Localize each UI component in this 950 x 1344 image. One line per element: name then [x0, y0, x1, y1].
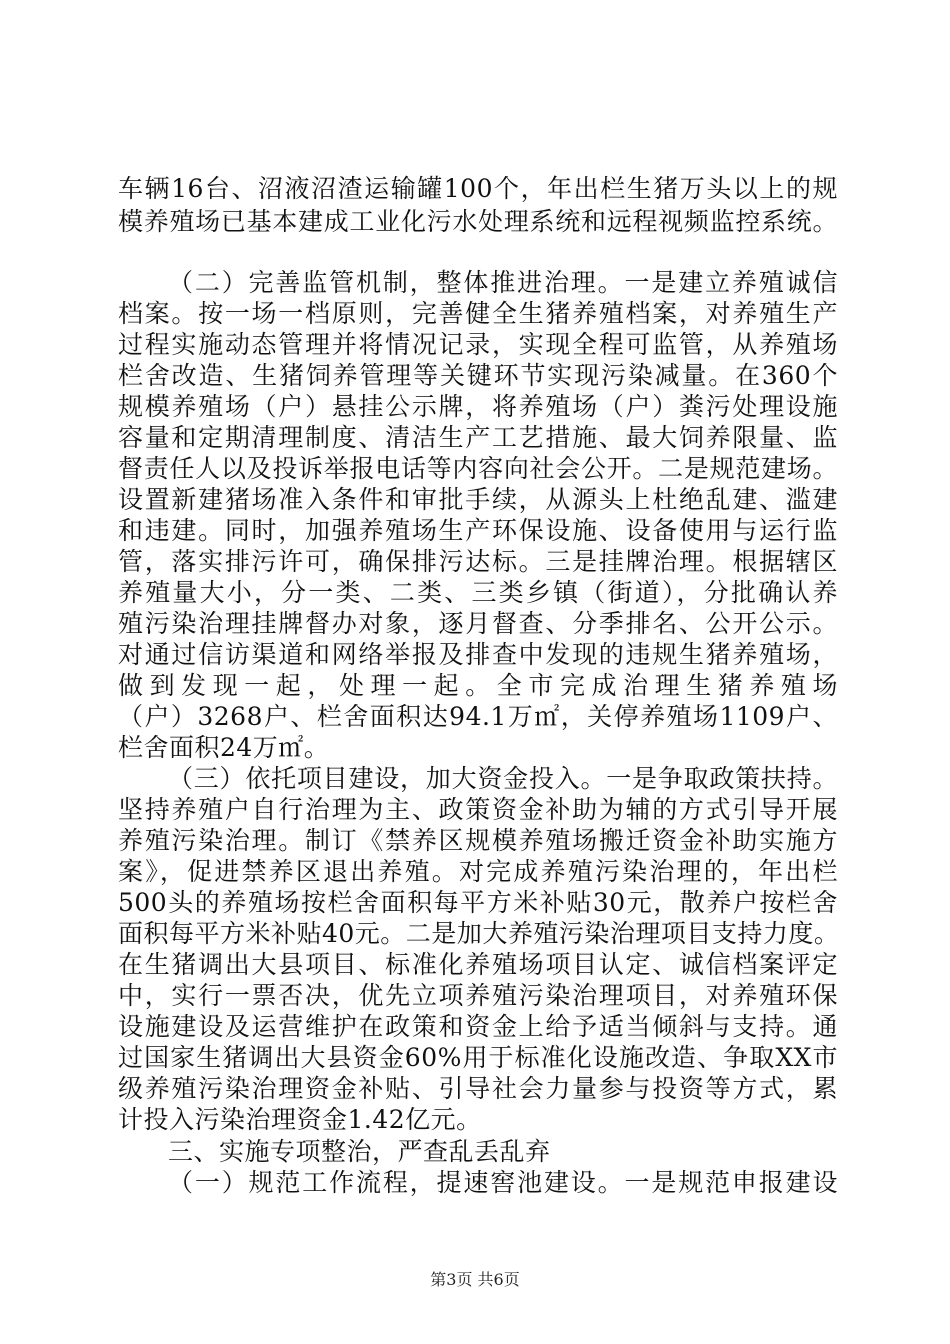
text-line: 过程实施动态管理并将情况记录，实现全程可监管，从养殖场	[118, 330, 838, 359]
text-line: 案》，促进禁养区退出养殖。对完成养殖污染治理的，年出栏	[118, 857, 838, 886]
text-line: 500头的养殖场按栏舍面积每平方米补贴30元，散养户按栏舍	[118, 888, 838, 917]
text-line: 容量和定期清理制度、清洁生产工艺措施、最大饲养限量、监	[118, 423, 838, 452]
text-line: （户）3268户、栏舍面积达94.1万㎡，关停养殖场1109户、	[118, 702, 838, 731]
text-line: 和违建。同时，加强养殖场生产环保设施、设备使用与运行监	[118, 516, 838, 545]
text-line: 做到发现一起，处理一起。全市完成治理生猪养殖场	[118, 671, 838, 700]
text-line: 管，落实排污许可，确保排污达标。三是挂牌治理。根据辖区	[118, 547, 838, 576]
text-line: 计投入污染治理资金1.42亿元。	[118, 1105, 482, 1134]
text-line: 设置新建猪场准入条件和审批手续，从源头上杜绝乱建、滥建	[118, 485, 838, 514]
text-line: （三）依托项目建设，加大资金投入。一是争取政策扶持。	[168, 764, 838, 793]
text-line: 模养殖场已基本建成工业化污水处理系统和远程视频监控系统。	[118, 207, 838, 236]
text-line: 级养殖污染治理资金补贴、引导社会力量参与投资等方式，累	[118, 1074, 838, 1103]
text-line: 中，实行一票否决，优先立项养殖污染治理项目，对养殖环保	[118, 981, 838, 1010]
text-line: 对通过信访渠道和网络举报及排查中发现的违规生猪养殖场，	[118, 640, 838, 669]
text-line: 栏舍改造、生猪饲养管理等关键环节实现污染减量。在360个	[118, 361, 838, 390]
text-line: 殖污染治理挂牌督办对象，逐月督查、分季排名、公开公示。	[118, 609, 838, 638]
section-heading: 三、实施专项整治，严查乱丢乱弃	[168, 1137, 551, 1166]
text-line: 面积每平方米补贴40元。二是加大养殖污染治理项目支持力度。	[118, 919, 840, 948]
text-line: 坚持养殖户自行治理为主、政策资金补助为辅的方式引导开展	[118, 795, 838, 824]
text-line: 过国家生猪调出大县资金60%用于标准化设施改造、争取XX市	[118, 1043, 838, 1072]
page-number-footer: 第3页 共6页	[430, 1270, 520, 1289]
text-line: 设施建设及运营维护在政策和资金上给予适当倾斜与支持。通	[118, 1012, 838, 1041]
text-line: 车辆16台、沼液沼渣运输罐100个，年出栏生猪万头以上的规	[118, 174, 838, 203]
text-line: （一）规范工作流程，提速窖池建设。一是规范申报建设	[168, 1168, 838, 1197]
text-line: 规模养殖场（户）悬挂公示牌，将养殖场（户）粪污处理设施	[118, 392, 838, 421]
text-line: 养殖量大小，分一类、二类、三类乡镇（街道），分批确认养	[118, 578, 838, 607]
text-line: 栏舍面积24万㎡。	[118, 733, 330, 762]
text-line: 档案。按一场一档原则，完善健全生猪养殖档案，对养殖生产	[118, 299, 838, 328]
text-line: 督责任人以及投诉举报电话等内容向社会公开。二是规范建场。	[118, 454, 838, 483]
text-line: 养殖污染治理。制订《禁养区规模养殖场搬迁资金补助实施方	[118, 826, 838, 855]
text-line: 在生猪调出大县项目、标准化养殖场项目认定、诚信档案评定	[118, 950, 838, 979]
text-line: （二）完善监管机制，整体推进治理。一是建立养殖诚信	[168, 268, 838, 297]
